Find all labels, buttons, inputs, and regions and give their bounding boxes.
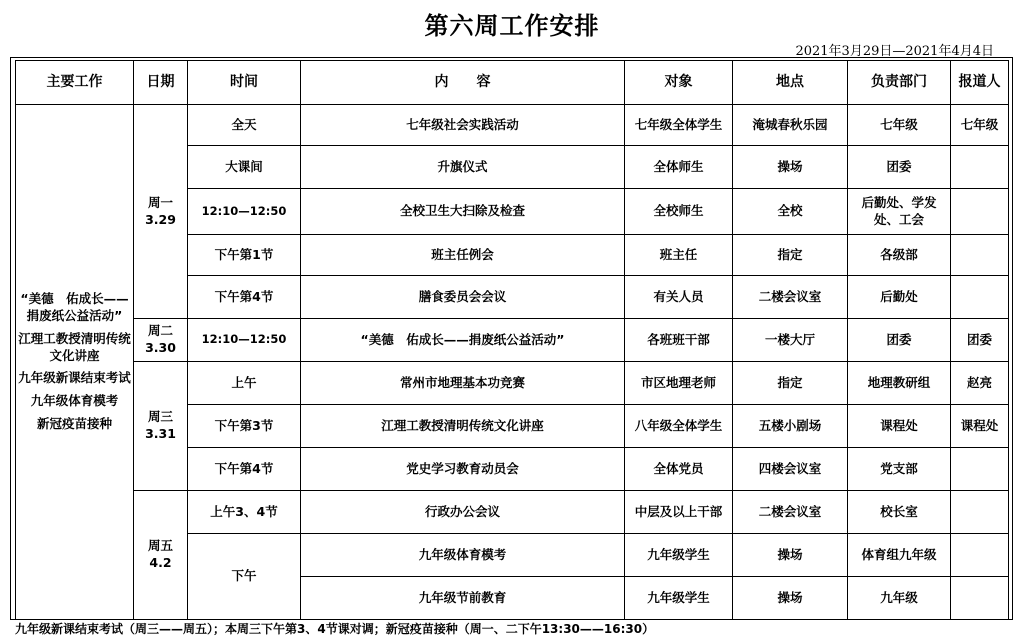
place-cell: 指定: [733, 235, 848, 276]
header-place: 地点: [733, 61, 848, 105]
dept-cell: 党支部: [848, 448, 951, 491]
content-cell: 行政办公会议: [301, 491, 625, 534]
main-work-cell: [16, 105, 134, 620]
dept-cell: 团委: [848, 319, 951, 362]
dept-cell: 九年级: [848, 577, 951, 620]
date-cell: [134, 491, 188, 620]
reporter-cell: [951, 276, 1009, 319]
header-content: 内 容: [301, 61, 625, 105]
dept-cell: 团委: [848, 146, 951, 189]
place-cell: 四楼会议室: [733, 448, 848, 491]
day-label: 周二: [147, 323, 173, 339]
target-cell: 全体师生: [625, 146, 733, 189]
table-row: [16, 491, 1009, 534]
reporter-cell: 七年级: [951, 105, 1009, 146]
table-row: [16, 319, 1009, 362]
date-label: 4.2: [149, 555, 172, 570]
place-cell: 五楼小剧场: [733, 405, 848, 448]
target-cell: 九年级学生: [625, 534, 733, 577]
day-label: 周三: [147, 409, 173, 425]
reporter-cell: 团委: [951, 319, 1009, 362]
content-cell: 全校卫生大扫除及检查: [301, 189, 625, 235]
time-cell: 下午第3节: [188, 405, 301, 448]
date-range: 2021年3月29日—2021年4月4日: [795, 44, 994, 59]
place-cell: 操场: [733, 534, 848, 577]
header-main-work: 主要工作: [16, 61, 134, 105]
reporter-cell: [951, 577, 1009, 620]
day-label: 周五: [147, 538, 173, 554]
reporter-cell: [951, 235, 1009, 276]
table-row: [16, 362, 1009, 405]
reporter-cell: [951, 448, 1009, 491]
place-cell: 操场: [733, 577, 848, 620]
target-cell: 有关人员: [625, 276, 733, 319]
main-work-item: 九年级新课结束考试: [18, 370, 131, 386]
header-date: 日期: [134, 61, 188, 105]
dept-cell: 体育组九年级: [848, 534, 951, 577]
date-cell: [134, 105, 188, 319]
date-cell: [134, 319, 188, 362]
place-cell: 一楼大厅: [733, 319, 848, 362]
dept-cell: 各级部: [848, 235, 951, 276]
reporter-cell: 课程处: [951, 405, 1009, 448]
time-cell: 12:10—12:50: [188, 319, 301, 362]
target-cell: 全体党员: [625, 448, 733, 491]
header-reporter: 报道人: [951, 61, 1009, 105]
page-title: 第六周工作安排: [424, 12, 600, 40]
place-cell: 全校: [733, 189, 848, 235]
place-cell: 淹城春秋乐园: [733, 105, 848, 146]
content-cell: 九年级体育模考: [301, 534, 625, 577]
time-cell: 上午: [188, 362, 301, 405]
target-cell: 全校师生: [625, 189, 733, 235]
date-label: 3.30: [145, 340, 176, 355]
time-cell: 12:10—12:50: [188, 189, 301, 235]
time-cell: 下午第1节: [188, 235, 301, 276]
content-cell: 党史学习教育动员会: [301, 448, 625, 491]
table-row: [16, 105, 1009, 146]
target-cell: 七年级全体学生: [625, 105, 733, 146]
place-cell: 指定: [733, 362, 848, 405]
reporter-cell: [951, 491, 1009, 534]
target-cell: 中层及以上干部: [625, 491, 733, 534]
time-cell: 下午第4节: [188, 276, 301, 319]
content-cell: “美德 佑成长——捐废纸公益活动”: [301, 319, 625, 362]
reporter-cell: [951, 189, 1009, 235]
content-cell: 膳食委员会会议: [301, 276, 625, 319]
place-cell: 二楼会议室: [733, 276, 848, 319]
content-cell: 班主任例会: [301, 235, 625, 276]
time-cell: 大课间: [188, 146, 301, 189]
target-cell: 九年级学生: [625, 577, 733, 620]
header-dept: 负责部门: [848, 61, 951, 105]
target-cell: 市区地理老师: [625, 362, 733, 405]
schedule-table: [15, 60, 1009, 620]
content-cell: 升旗仪式: [301, 146, 625, 189]
content-cell: 七年级社会实践活动: [301, 105, 625, 146]
target-cell: 各班班干部: [625, 319, 733, 362]
time-cell: 下午第4节: [188, 448, 301, 491]
main-work-item: 江理工教授清明传统文化讲座: [18, 330, 131, 363]
time-cell: 上午3、4节: [188, 491, 301, 534]
date-cell: [134, 362, 188, 491]
place-cell: 二楼会议室: [733, 491, 848, 534]
date-label: 3.31: [145, 426, 176, 441]
target-cell: 班主任: [625, 235, 733, 276]
dept-cell: 后勤处: [848, 276, 951, 319]
time-cell: 全天: [188, 105, 301, 146]
dept-cell: 校长室: [848, 491, 951, 534]
dept-cell: 后勤处、学发处、工会: [848, 189, 951, 235]
content-cell: 九年级节前教育: [301, 577, 625, 620]
content-cell: 江理工教授清明传统文化讲座: [301, 405, 625, 448]
reporter-cell: [951, 534, 1009, 577]
main-work-item: 新冠疫苗接种: [36, 416, 112, 432]
footer-note: 九年级新课结束考试（周三——周五）；本周三下午第3、4节课对调；新冠疫苗接种（周一、二下午13:30——16:30）: [15, 622, 655, 636]
dept-cell: 七年级: [848, 105, 951, 146]
day-label: 周一: [147, 194, 173, 210]
header-target: 对象: [625, 61, 733, 105]
target-cell: 八年级全体学生: [625, 405, 733, 448]
main-work-item: “美德 佑成长——捐废纸公益活动”: [20, 290, 129, 323]
content-cell: 常州市地理基本功竞赛: [301, 362, 625, 405]
date-label: 3.29: [145, 211, 176, 227]
reporter-cell: [951, 146, 1009, 189]
header-row: [16, 61, 1009, 105]
dept-cell: 课程处: [848, 405, 951, 448]
header-time: 时间: [188, 61, 301, 105]
dept-cell: 地理教研组: [848, 362, 951, 405]
reporter-cell: 赵亮: [951, 362, 1009, 405]
time-cell: 下午: [188, 534, 301, 620]
main-work-item: 九年级体育模考: [30, 393, 119, 409]
place-cell: 操场: [733, 146, 848, 189]
